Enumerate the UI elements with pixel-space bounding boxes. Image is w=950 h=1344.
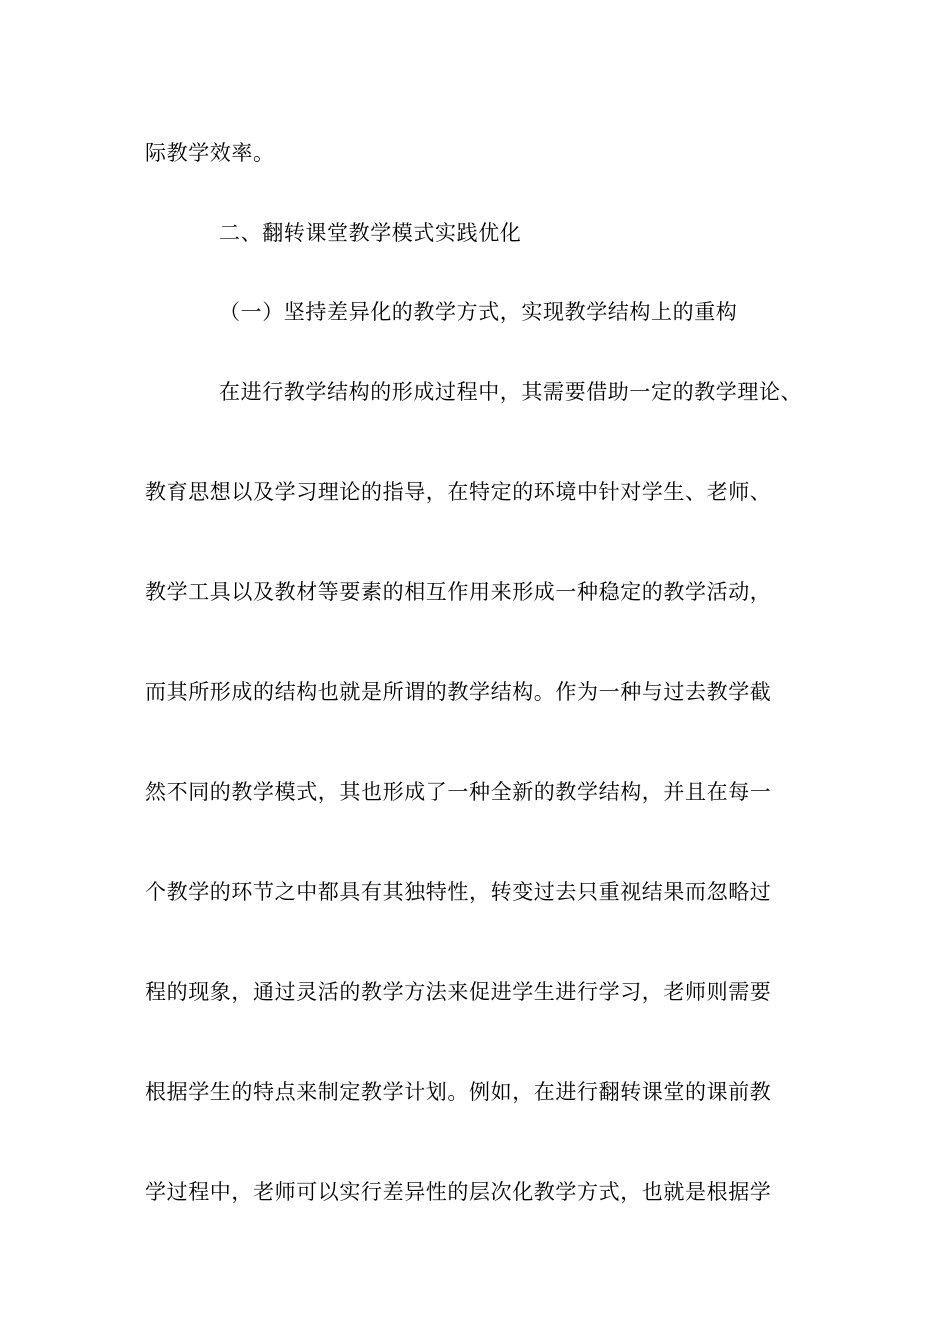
paragraph-line: 在进行教学结构的形成过程中，其需要借助一定的教学理论、 bbox=[219, 380, 803, 404]
paragraph-line: 程的现象，通过灵活的教学方法来促进学生进行学习，老师则需要 bbox=[145, 980, 772, 1004]
paragraph-line: 然不同的教学模式，其也形成了一种全新的教学结构，并且在每一 bbox=[145, 780, 772, 804]
paragraph-line: 学过程中，老师可以实行差异性的层次化教学方式，也就是根据学 bbox=[145, 1180, 772, 1204]
paragraph-continuation-line: 际教学效率。 bbox=[145, 141, 275, 165]
paragraph-line: 而其所形成的结构也就是所谓的教学结构。作为一种与过去教学截 bbox=[145, 680, 772, 704]
paragraph-line: 教学工具以及教材等要素的相互作用来形成一种稳定的教学活动， bbox=[145, 580, 772, 604]
subsection-heading: （一）坚持差异化的教学方式，实现教学结构上的重构 bbox=[219, 300, 738, 324]
section-heading: 二、翻转课堂教学模式实践优化 bbox=[219, 221, 522, 245]
paragraph-line: 根据学生的特点来制定教学计划。例如，在进行翻转课堂的课前教 bbox=[145, 1080, 772, 1104]
paragraph-line: 个教学的环节之中都具有其独特性，转变过去只重视结果而忽略过 bbox=[145, 880, 772, 904]
paragraph-line: 教育思想以及学习理论的指导，在特定的环境中针对学生、老师、 bbox=[145, 480, 772, 504]
